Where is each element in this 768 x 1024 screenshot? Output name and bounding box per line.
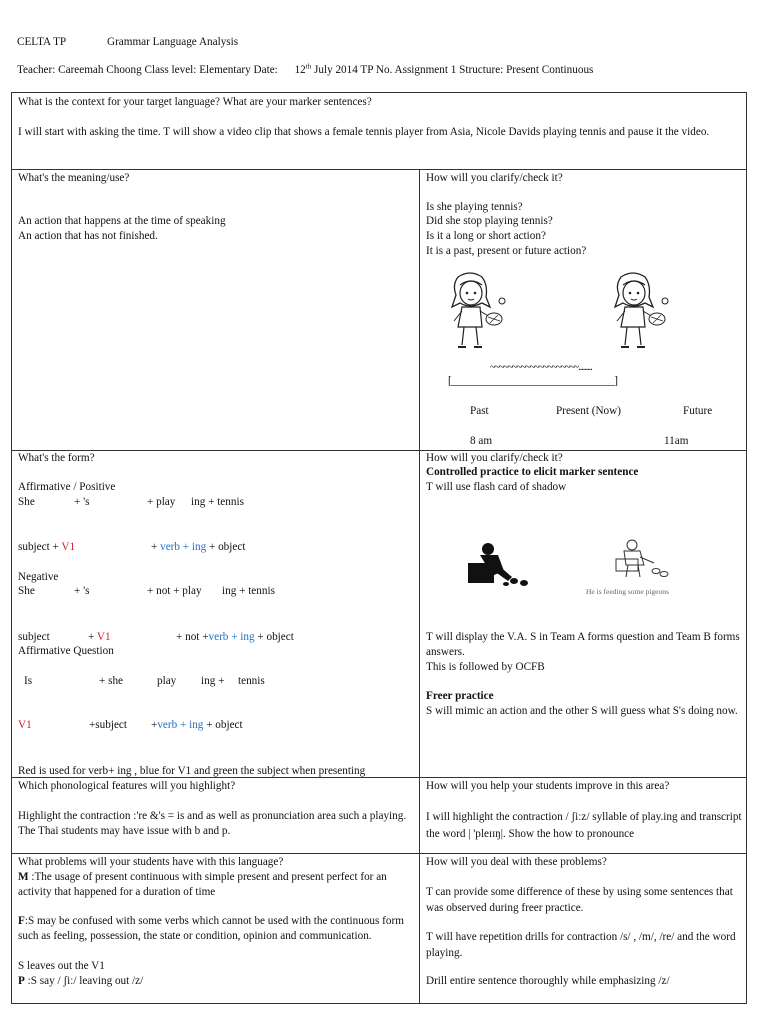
improve-question: How will you help your students improve in this area?: [426, 780, 670, 792]
q-verb-ing: verb + ing: [157, 719, 204, 731]
timeline-bar: [________________________________]: [448, 375, 618, 387]
meaning-problem: [18, 870, 414, 900]
aff-v1: V1: [61, 541, 76, 553]
ccq-3: Is it a long or short action?: [426, 230, 546, 242]
aff-pattern: [18, 540, 75, 555]
aff-object: + object: [208, 541, 246, 553]
ccq-1: Is she playing tennis?: [426, 201, 523, 213]
neg-v1-group: [88, 630, 111, 645]
q-pattern-rest: [151, 718, 243, 733]
improve-text: I will highlight the contraction / ʃiːz/ syllable of play.ing and transcript the word | 'pleɪɪŋ|. Show the how to pronounce: [426, 811, 742, 840]
header-date-rest: July 2014 TP No. Assignment 1 Structure: Present Continuous: [314, 64, 594, 76]
phonology-question: Which phonological features will you highlight?: [18, 780, 236, 792]
clarify-question: How will you clarify/check it?: [426, 172, 563, 184]
neg-word-2: + 's: [74, 585, 90, 597]
aff-word-2: + 's: [74, 496, 90, 508]
question-title: Affirmative Question: [18, 645, 114, 657]
timeline-present: Present (Now): [556, 405, 621, 417]
meaning-question: What's the meaning/use?: [18, 172, 130, 184]
pronunciation-label: P: [18, 975, 25, 987]
aff-word-3: + play: [147, 496, 176, 508]
flash-card-text: T will use flash card of shadow: [426, 481, 567, 493]
header-doc-title: Grammar Language Analysis: [107, 36, 239, 48]
timeline-start-time: 8 am: [470, 435, 493, 447]
q-word-1: Is: [24, 675, 33, 687]
q-word-4: ing +: [201, 675, 225, 687]
column-divider: [419, 169, 420, 1003]
ocfb-text: This is followed by OCFB: [426, 661, 545, 673]
q-v1: V1: [18, 719, 32, 731]
row-divider: [12, 169, 746, 170]
problems-question: What problems will your students have with this language?: [18, 856, 284, 868]
deal-text-3: Drill entire sentence thoroughly while emphasizing /z/: [426, 975, 670, 987]
neg-subject: subject: [18, 631, 50, 643]
neg-object: + object: [257, 631, 294, 643]
q-object: + object: [206, 719, 243, 731]
q-word-5: tennis: [238, 675, 265, 687]
aff-word-4: ing + tennis: [191, 496, 244, 508]
v1-problem-text: S leaves out the V1: [18, 960, 105, 972]
context-question: What is the context for your target language? What are your marker sentences?: [18, 96, 372, 108]
form-label: F: [18, 915, 25, 927]
aff-pattern-rest: [151, 540, 245, 555]
neg-word-1: She: [18, 585, 35, 597]
freer-practice-heading: Freer practice: [426, 690, 494, 702]
tennis-player-illustration: [603, 271, 675, 349]
man-feeding-pigeons-illustration: [610, 539, 670, 579]
row-divider: [12, 853, 746, 854]
form-problem-text: :S may be confused with some verbs which cannot be used with the continuous form such as feeling, possession, the state or condition, opinion and communication.: [18, 915, 404, 942]
meaning-problem-text: :The usage of present continuous with simple present and present perfect for an activity that happened for a duration of time: [18, 871, 387, 898]
color-note: Red is used for verb+ ing , blue for V1 and green the subject when presenting: [18, 765, 366, 777]
meaning-label: M: [18, 871, 29, 883]
neg-word-3: + not + play: [147, 585, 202, 597]
pronunciation-problem: [18, 974, 143, 989]
neg-word-4: ing + tennis: [222, 585, 275, 597]
pronunciation-problem-text: :S say / ʃiː/ leaving out /z/: [27, 975, 144, 987]
q-plus: +: [151, 719, 158, 731]
context-text: I will start with asking the time. T will show a video clip that shows a female tennis player from Asia, Nicole Davids playing tennis and pause it the video.: [18, 126, 710, 138]
q-subject: +subject: [89, 719, 127, 731]
shadow-flashcard-illustration: [464, 541, 540, 587]
row-divider: [12, 450, 746, 451]
header-details: [17, 63, 593, 78]
timeline-wavy: ~~~~~~~~~~~~~~~~~~~~.........: [490, 362, 592, 373]
neg-verb-ing: verb + ing: [208, 631, 255, 643]
q-word-2: + she: [99, 675, 124, 687]
mimic-text: S will mimic an action and the other S will guess what S's doing now.: [426, 705, 738, 717]
timeline-end-time: 11am: [664, 435, 689, 447]
aff-subject: subject +: [18, 541, 59, 553]
analysis-table: [11, 92, 747, 1004]
neg-v1: V1: [96, 631, 111, 643]
tennis-player-illustration: [440, 271, 512, 349]
timeline-future: Future: [683, 405, 713, 417]
flashcard-caption: He is feeding some pigeons: [586, 587, 669, 596]
form-problem: [18, 914, 414, 944]
aff-word-1: She: [18, 496, 35, 508]
ccq-2: Did she stop playing tennis?: [426, 215, 553, 227]
deal-question: How will you deal with these problems?: [426, 856, 607, 868]
controlled-practice-heading: Controlled practice to elicit marker sentence: [426, 466, 639, 478]
ccq-4: It is a past, present or future action?: [426, 245, 587, 257]
form-question: What's the form?: [18, 452, 95, 464]
phonology-text: Highlight the contraction :'re &'s = is and as well as pronunciation area such a playing. The Thai students may have issue with b and p.: [18, 810, 407, 837]
deal-text-2: T will have repetition drills for contraction /s/ , /m/, /re/ and the word playing.: [426, 931, 736, 959]
header-date-sup: th: [305, 62, 312, 71]
header-teacher: Teacher: Careemah Choong Class level: Elementary Date:: [17, 64, 278, 76]
neg-plus: +: [88, 631, 95, 643]
timeline-past: Past: [470, 405, 489, 417]
deal-text-1: T can provide some difference of these by using some sentences that was observed during freer practice.: [426, 886, 733, 914]
neg-pattern-rest: [176, 630, 294, 645]
clarify2-question: How will you clarify/check it?: [426, 452, 563, 464]
aff-plus: +: [151, 541, 158, 553]
neg-not: + not +: [176, 631, 209, 643]
header-date-day: 12: [294, 64, 306, 76]
affirmative-title: Affirmative / Positive: [18, 481, 116, 493]
aff-verb-ing: verb + ing: [160, 541, 207, 553]
team-activity-text: T will display the V.A. S in Team A forms question and Team B forms answers.: [426, 631, 740, 658]
header-course: CELTA TP: [17, 36, 67, 48]
meaning-line-1: An action that happens at the time of speaking: [18, 215, 226, 227]
meaning-line-2: An action that has not finished.: [18, 230, 158, 242]
q-word-3: play: [157, 675, 177, 687]
negative-title: Negative: [18, 571, 59, 583]
